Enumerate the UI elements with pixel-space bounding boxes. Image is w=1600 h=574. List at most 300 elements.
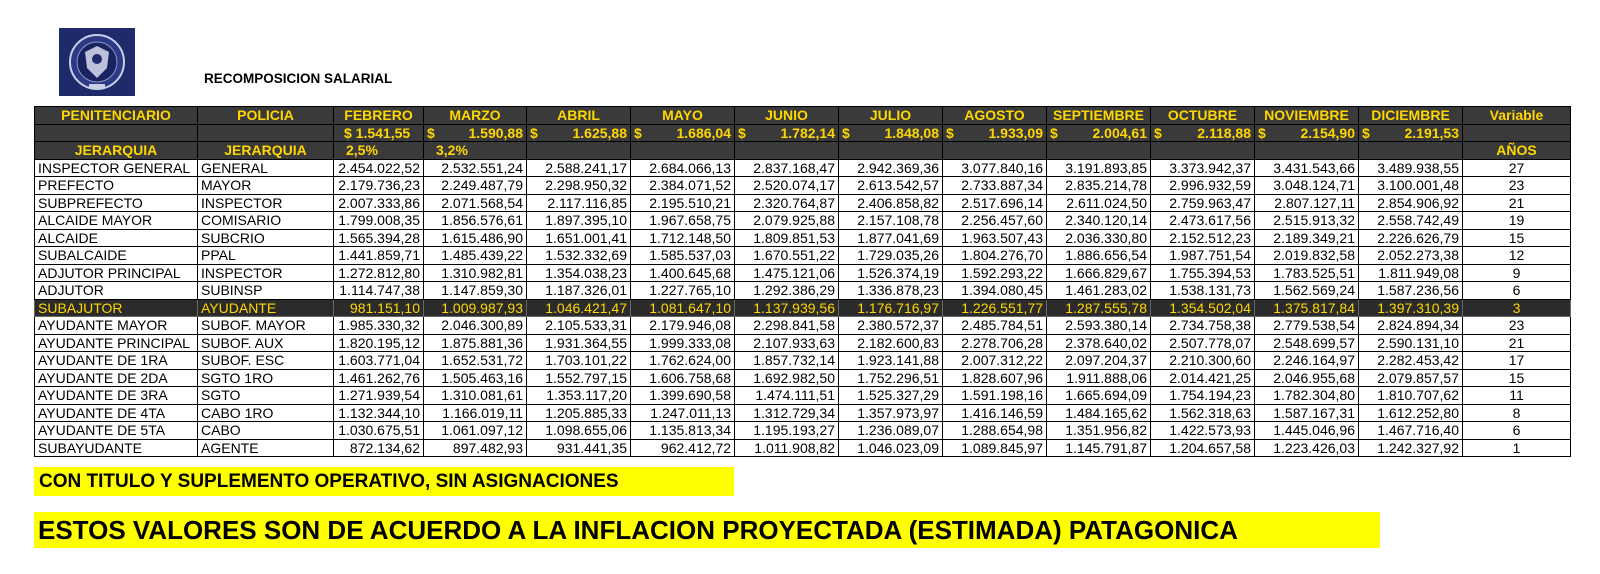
years-value: 23: [1463, 317, 1571, 335]
salary-value: 2.107.933,63: [735, 334, 839, 352]
rank-policia: CABO 1RO: [198, 404, 334, 422]
percent-cell: 3,2%: [424, 142, 527, 160]
salary-value: 1.804.276,70: [943, 247, 1047, 265]
salary-value: 1.897.395,10: [527, 212, 631, 230]
currency-symbol: $: [1362, 124, 1370, 141]
salary-value: 1.729.035,26: [839, 247, 943, 265]
rank-penitenciario: ADJUTOR: [35, 282, 198, 300]
salary-value: 1.585.537,03: [631, 247, 735, 265]
salary-value: 1.310.982,81: [424, 264, 527, 282]
table-row: [35, 352, 1571, 370]
price-cell: [631, 124, 735, 142]
salary-value: 2.548.699,57: [1255, 334, 1359, 352]
salary-value: 2.246.164,97: [1255, 352, 1359, 370]
years-value: 19: [1463, 212, 1571, 230]
salary-value: 1.552.797,15: [527, 369, 631, 387]
salary-value: 1.615.486,90: [424, 229, 527, 247]
price-value: 2.118,88: [1197, 124, 1251, 141]
price-value: 1.933,09: [988, 124, 1043, 141]
salary-value: 1.292.386,29: [735, 282, 839, 300]
rank-policia: SUBINSP: [198, 282, 334, 300]
salary-value: 2.079.925,88: [735, 212, 839, 230]
salary-value: 2.454.022,52: [334, 159, 424, 177]
price-value: 1.782,14: [780, 124, 835, 141]
salary-value: 2.195.510,21: [631, 194, 735, 212]
salary-value: 1.147.859,30: [424, 282, 527, 300]
currency-symbol: $: [1154, 124, 1162, 141]
salary-value: 1.606.758,68: [631, 369, 735, 387]
rank-penitenciario: ADJUTOR PRINCIPAL: [35, 264, 198, 282]
col-header-month: FEBRERO: [334, 107, 424, 125]
rank-penitenciario: SUBALCAIDE: [35, 247, 198, 265]
currency-symbol: $: [1258, 124, 1266, 141]
rank-policia: INSPECTOR: [198, 264, 334, 282]
salary-value: 981.151,10: [334, 299, 424, 317]
salary-value: 1.985.330,32: [334, 317, 424, 335]
salary-value: 1.098.655,06: [527, 422, 631, 440]
price-cell: [1359, 124, 1463, 142]
col-header-month: MAYO: [631, 107, 735, 125]
price-cell: $ 1.541,55: [334, 124, 424, 142]
table-row: [35, 387, 1571, 405]
years-value: 3: [1463, 299, 1571, 317]
salary-value: 1.441.859,71: [334, 247, 424, 265]
salary-value: 1.166.019,11: [424, 404, 527, 422]
salary-value: 1.135.813,34: [631, 422, 735, 440]
salary-value: 2.380.572,37: [839, 317, 943, 335]
salary-value: 2.473.617,56: [1151, 212, 1255, 230]
salary-value: 3.077.840,16: [943, 159, 1047, 177]
salary-value: 2.406.858,82: [839, 194, 943, 212]
salary-value: 1.857.732,14: [735, 352, 839, 370]
header-row-prices: [35, 124, 1571, 142]
salary-value: 2.384.071,52: [631, 177, 735, 195]
salary-value: 2.759.963,47: [1151, 194, 1255, 212]
salary-value: 1.145.791,87: [1047, 439, 1151, 457]
years-value: 17: [1463, 352, 1571, 370]
salary-value: 1.397.310,39: [1359, 299, 1463, 317]
currency-symbol: $: [427, 124, 435, 141]
note-inflation: ESTOS VALORES SON DE ACUERDO A LA INFLACION PROYECTADA (ESTIMADA) PATAGONICA: [34, 512, 1380, 548]
salary-value: 1.205.885,33: [527, 404, 631, 422]
police-shield-emblem-icon: [59, 28, 135, 96]
years-value: 15: [1463, 229, 1571, 247]
salary-value: 2.340.120,14: [1047, 212, 1151, 230]
table-row: [35, 369, 1571, 387]
salary-value: 1.176.716,97: [839, 299, 943, 317]
salary-value: 1.310.081,61: [424, 387, 527, 405]
salary-value: 1.712.148,50: [631, 229, 735, 247]
salary-value: 2.157.108,78: [839, 212, 943, 230]
salary-value: 1.227.765,10: [631, 282, 735, 300]
salary-value: 2.520.074,17: [735, 177, 839, 195]
salary-value: 1.754.194,23: [1151, 387, 1255, 405]
salary-value: 2.007.312,22: [943, 352, 1047, 370]
salary-value: 1.195.193,27: [735, 422, 839, 440]
col-header-variable: Variable: [1463, 107, 1571, 125]
salary-value: 1.755.394,53: [1151, 264, 1255, 282]
salary-value: 1.967.658,75: [631, 212, 735, 230]
salary-value: 1.187.326,01: [527, 282, 631, 300]
salary-value: 2.611.024,50: [1047, 194, 1151, 212]
salary-value: 1.565.394,28: [334, 229, 424, 247]
years-value: 21: [1463, 194, 1571, 212]
rank-policia: COMISARIO: [198, 212, 334, 230]
salary-value: 1.394.080,45: [943, 282, 1047, 300]
salary-value: 1.287.555,78: [1047, 299, 1151, 317]
currency-symbol: $: [842, 124, 850, 141]
salary-value: 1.762.624,00: [631, 352, 735, 370]
currency-symbol: $: [738, 124, 746, 141]
salary-value: 1.782.304,80: [1255, 387, 1359, 405]
salary-value: 1.587.167,31: [1255, 404, 1359, 422]
salary-value: 1.612.252,80: [1359, 404, 1463, 422]
salary-value: 1.911.888,06: [1047, 369, 1151, 387]
salary-value: 1.886.656,54: [1047, 247, 1151, 265]
rank-penitenciario: AYUDANTE DE 2DA: [35, 369, 198, 387]
empty-cell: [735, 142, 839, 160]
salary-value: 1.009.987,93: [424, 299, 527, 317]
salary-value: 1.445.046,96: [1255, 422, 1359, 440]
salary-value: 2.485.784,51: [943, 317, 1047, 335]
salary-value: 2.007.333,86: [334, 194, 424, 212]
salary-value: 1.587.236,56: [1359, 282, 1463, 300]
salary-value: 2.046.300,89: [424, 317, 527, 335]
price-value: 2.004,61: [1092, 124, 1147, 141]
table-row: [35, 264, 1571, 282]
col-header-month: OCTUBRE: [1151, 107, 1255, 125]
header-row-jerarquia: [35, 142, 1571, 160]
years-value: 23: [1463, 177, 1571, 195]
salary-value: 3.191.893,85: [1047, 159, 1151, 177]
salary-value: 1.538.131,73: [1151, 282, 1255, 300]
salary-value: 897.482,93: [424, 439, 527, 457]
salary-value: 2.071.568,54: [424, 194, 527, 212]
salary-value: 1.591.198,16: [943, 387, 1047, 405]
empty-cell: [839, 142, 943, 160]
salary-value: 1.081.647,10: [631, 299, 735, 317]
salary-value: 2.249.487,79: [424, 177, 527, 195]
salary-value: 2.052.273,38: [1359, 247, 1463, 265]
rank-penitenciario: AYUDANTE PRINCIPAL: [35, 334, 198, 352]
salary-value: 1.046.023,09: [839, 439, 943, 457]
salary-table: [34, 106, 1571, 457]
salary-value: 2.779.538,54: [1255, 317, 1359, 335]
salary-value: 2.226.626,79: [1359, 229, 1463, 247]
price-cell: [424, 124, 527, 142]
price-cell: [1151, 124, 1255, 142]
salary-value: 2.613.542,57: [839, 177, 943, 195]
salary-value: 2.507.778,07: [1151, 334, 1255, 352]
salary-value: 1.877.041,69: [839, 229, 943, 247]
rank-penitenciario: AYUDANTE DE 5TA: [35, 422, 198, 440]
rank-policia: SUBOF. MAYOR: [198, 317, 334, 335]
salary-value: 962.412,72: [631, 439, 735, 457]
salary-value: 2.182.600,83: [839, 334, 943, 352]
col-header-jerarquia: JERARQUIA: [35, 142, 198, 160]
price-cell: [735, 124, 839, 142]
salary-value: 1.247.011,13: [631, 404, 735, 422]
salary-value: 1.114.747,38: [334, 282, 424, 300]
salary-value: 1.204.657,58: [1151, 439, 1255, 457]
rank-policia: SUBOF. ESC: [198, 352, 334, 370]
col-header-anos: AÑOS: [1463, 142, 1571, 160]
rank-penitenciario: ALCAIDE MAYOR: [35, 212, 198, 230]
rank-policia: SGTO 1RO: [198, 369, 334, 387]
salary-value: 1.030.675,51: [334, 422, 424, 440]
salary-value: 1.484.165,62: [1047, 404, 1151, 422]
currency-symbol: $: [634, 124, 642, 141]
salary-value: 2.298.841,58: [735, 317, 839, 335]
salary-value: 2.097.204,37: [1047, 352, 1151, 370]
salary-value: 2.298.950,32: [527, 177, 631, 195]
salary-value: 2.734.758,38: [1151, 317, 1255, 335]
col-header-month: JULIO: [839, 107, 943, 125]
empty-cell: [631, 142, 735, 160]
salary-value: 1.592.293,22: [943, 264, 1047, 282]
currency-symbol: $: [1050, 124, 1058, 141]
salary-value: 1.011.908,82: [735, 439, 839, 457]
rank-policia: AGENTE: [198, 439, 334, 457]
years-value: 1: [1463, 439, 1571, 457]
currency-symbol: $: [946, 124, 954, 141]
salary-value: 2.684.066,13: [631, 159, 735, 177]
salary-value: 3.048.124,71: [1255, 177, 1359, 195]
salary-value: 2.282.453,42: [1359, 352, 1463, 370]
rank-penitenciario: SUBPREFECTO: [35, 194, 198, 212]
salary-value: 1.810.707,62: [1359, 387, 1463, 405]
currency-symbol: $: [530, 124, 538, 141]
table-row: [35, 177, 1571, 195]
price-cell: [1047, 124, 1151, 142]
years-value: 27: [1463, 159, 1571, 177]
salary-value: 2.189.349,21: [1255, 229, 1359, 247]
salary-value: 1.137.939,56: [735, 299, 839, 317]
empty-cell: [1047, 142, 1151, 160]
salary-value: 1.288.654,98: [943, 422, 1047, 440]
col-header-month: MARZO: [424, 107, 527, 125]
salary-value: 1.223.426,03: [1255, 439, 1359, 457]
salary-value: 2.996.932,59: [1151, 177, 1255, 195]
salary-value: 1.828.607,96: [943, 369, 1047, 387]
empty-cell: [1463, 124, 1571, 142]
table-row: [35, 229, 1571, 247]
rank-penitenciario: AYUDANTE MAYOR: [35, 317, 198, 335]
rank-penitenciario: AYUDANTE DE 3RA: [35, 387, 198, 405]
salary-value: 2.854.906,92: [1359, 194, 1463, 212]
rank-policia: SGTO: [198, 387, 334, 405]
salary-value: 1.400.645,68: [631, 264, 735, 282]
table-row: [35, 299, 1571, 317]
salary-value: 1.485.439,22: [424, 247, 527, 265]
salary-value: 1.416.146,59: [943, 404, 1047, 422]
salary-value: 2.733.887,34: [943, 177, 1047, 195]
salary-value: 2.179.736,23: [334, 177, 424, 195]
salary-value: 3.100.001,48: [1359, 177, 1463, 195]
salary-value: 1.799.008,35: [334, 212, 424, 230]
salary-value: 1.999.333,08: [631, 334, 735, 352]
salary-value: 2.152.512,23: [1151, 229, 1255, 247]
salary-value: 2.558.742,49: [1359, 212, 1463, 230]
price-cell: [943, 124, 1047, 142]
salary-value: 1.670.551,22: [735, 247, 839, 265]
price-value: 1.625,88: [572, 124, 627, 141]
col-header-penitenciario: PENITENCIARIO: [35, 107, 198, 125]
note-conditions: CON TITULO Y SUPLEMENTO OPERATIVO, SIN ASIGNACIONES: [34, 467, 734, 496]
salary-value: 1.353.117,20: [527, 387, 631, 405]
salary-value: 1.089.845,97: [943, 439, 1047, 457]
salary-value: 2.019.832,58: [1255, 247, 1359, 265]
years-value: 6: [1463, 282, 1571, 300]
salary-value: 1.354.502,04: [1151, 299, 1255, 317]
col-header-month: ABRIL: [527, 107, 631, 125]
col-header-month: AGOSTO: [943, 107, 1047, 125]
table-row: [35, 159, 1571, 177]
salary-value: 1.752.296,51: [839, 369, 943, 387]
salary-value: 872.134,62: [334, 439, 424, 457]
salary-value: 2.046.955,68: [1255, 369, 1359, 387]
salary-value: 1.461.262,76: [334, 369, 424, 387]
price-value: 2.191,53: [1404, 124, 1459, 141]
salary-value: 1.875.881,36: [424, 334, 527, 352]
price-cell: [1255, 124, 1359, 142]
salary-value: 1.666.829,67: [1047, 264, 1151, 282]
salary-value: 1.312.729,34: [735, 404, 839, 422]
salary-value: 2.835.214,78: [1047, 177, 1151, 195]
salary-value: 1.375.817,84: [1255, 299, 1359, 317]
table-row: [35, 212, 1571, 230]
table-row: [35, 422, 1571, 440]
rank-policia: AYUDANTE: [198, 299, 334, 317]
col-header-month: JUNIO: [735, 107, 839, 125]
salary-value: 2.378.640,02: [1047, 334, 1151, 352]
salary-value: 1.525.327,29: [839, 387, 943, 405]
empty-cell: [1151, 142, 1255, 160]
empty-cell: [1359, 142, 1463, 160]
salary-value: 2.036.330,80: [1047, 229, 1151, 247]
salary-value: 1.811.949,08: [1359, 264, 1463, 282]
salary-value: 2.105.533,31: [527, 317, 631, 335]
salary-value: 1.474.111,51: [735, 387, 839, 405]
salary-value: 1.692.982,50: [735, 369, 839, 387]
salary-value: 1.061.097,12: [424, 422, 527, 440]
price-cell: [527, 124, 631, 142]
rank-penitenciario: SUBAJUTOR: [35, 299, 198, 317]
salary-value: 1.046.421,47: [527, 299, 631, 317]
salary-value: 1.422.573,93: [1151, 422, 1255, 440]
price-cell: [839, 124, 943, 142]
salary-value: 1.461.283,02: [1047, 282, 1151, 300]
salary-value: 1.399.690,58: [631, 387, 735, 405]
salary-value: 2.942.369,36: [839, 159, 943, 177]
salary-value: 1.505.463,16: [424, 369, 527, 387]
salary-value: 1.271.939,54: [334, 387, 424, 405]
salary-value: 1.562.318,63: [1151, 404, 1255, 422]
salary-value: 2.807.127,11: [1255, 194, 1359, 212]
rank-penitenciario: AYUDANTE DE 4TA: [35, 404, 198, 422]
years-value: 8: [1463, 404, 1571, 422]
salary-value: 1.354.038,23: [527, 264, 631, 282]
salary-value: 1.562.569,24: [1255, 282, 1359, 300]
salary-value: 3.431.543,66: [1255, 159, 1359, 177]
rank-policia: CABO: [198, 422, 334, 440]
rank-policia: INSPECTOR: [198, 194, 334, 212]
salary-value: 2.210.300,60: [1151, 352, 1255, 370]
salary-value: 2.117.116,85: [527, 194, 631, 212]
salary-value: 1.856.576,61: [424, 212, 527, 230]
salary-value: 1.475.121,06: [735, 264, 839, 282]
salary-value: 2.517.696,14: [943, 194, 1047, 212]
price-value: 1.848,08: [884, 124, 939, 141]
salary-value: 2.515.913,32: [1255, 212, 1359, 230]
table-row: [35, 247, 1571, 265]
salary-value: 1.923.141,88: [839, 352, 943, 370]
salary-value: 1.336.878,23: [839, 282, 943, 300]
salary-value: 1.132.344,10: [334, 404, 424, 422]
table-row: [35, 317, 1571, 335]
years-value: 21: [1463, 334, 1571, 352]
salary-value: 2.824.894,34: [1359, 317, 1463, 335]
rank-penitenciario: AYUDANTE DE 1RA: [35, 352, 198, 370]
table-row: [35, 439, 1571, 457]
header-row-months: [35, 107, 1571, 125]
salary-value: 2.278.706,28: [943, 334, 1047, 352]
table-row: [35, 334, 1571, 352]
rank-policia: MAYOR: [198, 177, 334, 195]
salary-value: 1.703.101,22: [527, 352, 631, 370]
salary-value: 2.593.380,14: [1047, 317, 1151, 335]
salary-value: 2.588.241,17: [527, 159, 631, 177]
table-row: [35, 404, 1571, 422]
salary-value: 2.320.764,87: [735, 194, 839, 212]
empty-cell: [35, 124, 198, 142]
salary-value: 1.226.551,77: [943, 299, 1047, 317]
years-value: 6: [1463, 422, 1571, 440]
col-header-jerarquia: JERARQUIA: [198, 142, 334, 160]
salary-value: 1.931.364,55: [527, 334, 631, 352]
salary-value: 3.373.942,37: [1151, 159, 1255, 177]
salary-value: 3.489.938,55: [1359, 159, 1463, 177]
table-row: [35, 282, 1571, 300]
page-title: RECOMPOSICION SALARIAL: [204, 71, 393, 86]
rank-policia: SUBCRIO: [198, 229, 334, 247]
empty-cell: [198, 124, 334, 142]
salary-value: 1.526.374,19: [839, 264, 943, 282]
salary-value: 1.532.332,69: [527, 247, 631, 265]
salary-value: 2.532.551,24: [424, 159, 527, 177]
col-header-month: SEPTIEMBRE: [1047, 107, 1151, 125]
salary-value: 1.783.525,51: [1255, 264, 1359, 282]
col-header-month: NOVIEMBRE: [1255, 107, 1359, 125]
rank-penitenciario: PREFECTO: [35, 177, 198, 195]
percent-cell: 2,5%: [334, 142, 424, 160]
col-header-month: DICIEMBRE: [1359, 107, 1463, 125]
price-value: 1.686,04: [676, 124, 731, 141]
years-value: 11: [1463, 387, 1571, 405]
salary-value: 1.651.001,41: [527, 229, 631, 247]
salary-value: 1.652.531,72: [424, 352, 527, 370]
salary-value: 2.256.457,60: [943, 212, 1047, 230]
empty-cell: [527, 142, 631, 160]
salary-value: 2.079.857,57: [1359, 369, 1463, 387]
salary-value: 2.179.946,08: [631, 317, 735, 335]
salary-value: 2.590.131,10: [1359, 334, 1463, 352]
empty-cell: [943, 142, 1047, 160]
rank-penitenciario: ALCAIDE: [35, 229, 198, 247]
price-value: 1.590,88: [468, 124, 523, 141]
salary-value: 2.837.168,47: [735, 159, 839, 177]
rank-penitenciario: SUBAYUDANTE: [35, 439, 198, 457]
